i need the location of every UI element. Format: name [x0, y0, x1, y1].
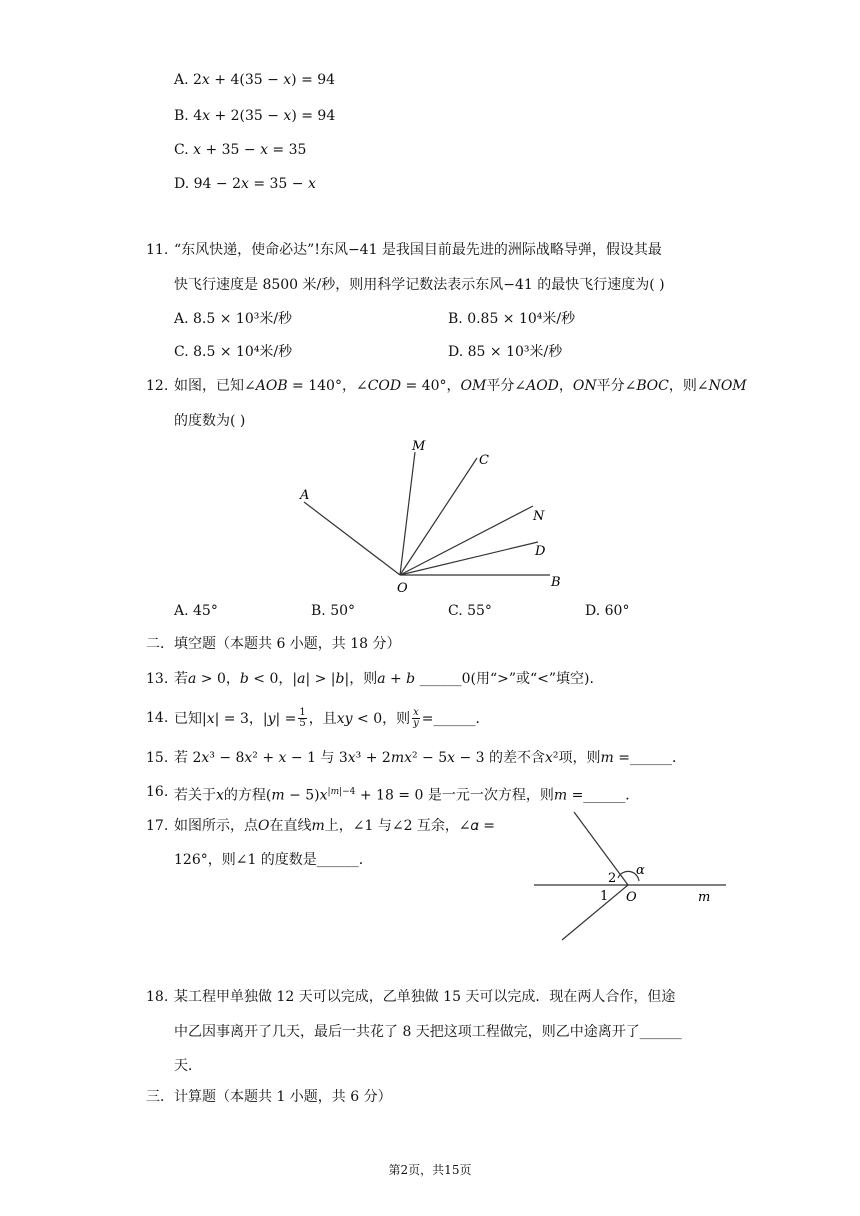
q10-option-c: C. 𝑥 + 35 − 𝑥 = 35 [174, 142, 307, 158]
label-o: O [626, 890, 637, 905]
q18-text-line2: 中乙因事离开了几天，最后一共花了 8 天把这项工程做完，则乙中途离开了______ [174, 1024, 682, 1040]
q11-option-c: C. 8.5 × 10⁴米/秒 [174, 344, 293, 360]
q12-angle-figure [290, 432, 580, 597]
section2-heading: 二．填空题（本题共 6 小题，共 18 分） [146, 636, 401, 652]
ray-on [400, 506, 533, 575]
q15-number: 15. [146, 750, 169, 766]
ray-lower-left [562, 885, 628, 940]
q11-text-line1: “东风快递，使命必达”!东风−41 是我国目前最先进的洲际战略导弹，假设其最 [174, 242, 662, 258]
q14-fraction-x-y [412, 708, 420, 729]
q12-number: 12. [146, 378, 169, 394]
label-m: m [698, 890, 711, 905]
q11-option-a: A. 8.5 × 10³米/秒 [174, 311, 293, 327]
q18-number: 18. [146, 989, 169, 1005]
q15-text: 若 2𝑥³ − 8𝑥² + 𝑥 − 1 与 3𝑥³ + 2𝑚𝑥² − 5𝑥 − 3 的差不含𝑥²项，则𝑚 =______． [174, 750, 686, 766]
q16-exponent: |𝑚|−4 [327, 787, 356, 797]
section3-heading: 三．计算题（本题共 1 小题，共 6 分） [146, 1089, 392, 1105]
q12-option-b: B. 50° [311, 603, 356, 619]
label-o: O [397, 581, 408, 596]
q10-option-d: D. 94 − 2𝑥 = 35 − 𝑥 [174, 176, 316, 192]
q16-text-pre: 若关于𝑥的方程(𝑚 − 5)𝑥 [174, 787, 328, 804]
q12-option-c: C. 55° [448, 603, 492, 619]
q10-option-a: A. 2𝑥 + 4(35 − 𝑥) = 94 [174, 72, 336, 88]
q11-option-b: B. 0.85 × 10⁴米/秒 [448, 311, 576, 327]
ray-oa [304, 502, 400, 575]
q14-frac-numerator: 1 [299, 707, 306, 718]
q12-option-d: D. 60° [585, 603, 630, 619]
q11-option-d: D. 85 × 10³米/秒 [448, 344, 563, 360]
q16-text-post: + 18 = 0 是一元一次方程，则𝑚 =______． [355, 787, 640, 804]
label-n: N [533, 509, 545, 524]
q14-number: 14. [146, 710, 169, 726]
q14-frac2-denominator: 𝑦 [413, 718, 419, 729]
q16-number: 16. [146, 784, 169, 800]
q14-text-after: =______． [421, 710, 490, 727]
q14-text-mid: ，且𝑥𝑦 < 0，则 [308, 710, 411, 727]
label-c: C [479, 453, 489, 468]
q13-text: 若𝑎 > 0，𝑏 < 0，|𝑎| > |𝑏|，则𝑎 + 𝑏 ______0(用“>”或“<”填空)． [174, 671, 604, 687]
label-m: M [412, 439, 426, 454]
q14-frac2-numerator: 𝑥 [413, 707, 419, 718]
q17-text-line1: 如图所示，点𝑂在直线𝑚上，∠1 与∠2 互余，∠𝛼 = [174, 818, 495, 834]
q14-fraction-1-5 [298, 708, 306, 729]
q18-text-line1: 某工程甲单独做 12 天可以完成，乙单独做 15 天可以完成．现在两人合作，但途 [174, 989, 676, 1005]
q17-number: 17. [146, 818, 169, 834]
label-d: D [535, 544, 546, 559]
q14-frac-denominator: 5 [299, 718, 306, 729]
label-angle-1: 1 [600, 889, 609, 904]
q17-angle-figure [530, 808, 730, 948]
ray-od [400, 542, 538, 575]
page-footer: 第2页，共15页 [388, 1163, 472, 1177]
label-b: B [551, 575, 561, 590]
q18-text-line3: 天． [174, 1058, 202, 1074]
ray-upper-left [574, 812, 628, 885]
q13-number: 13. [146, 671, 169, 687]
q10-option-b: B. 4𝑥 + 2(35 − 𝑥) = 94 [174, 108, 336, 124]
q12-text-line1: 如图，已知∠𝐴𝑂𝐵 = 140°，∠𝐶𝑂𝐷 = 40°，𝑂𝑀平分∠𝐴𝑂𝐷，𝑂𝑁平分∠𝐵𝑂𝐶，则∠𝑁𝑂𝑀 [174, 378, 747, 394]
q14-text-before: 已知|𝑥| = 3，|𝑦| = [174, 710, 297, 727]
label-a: A [300, 488, 310, 503]
q12-option-a: A. 45° [174, 603, 218, 619]
q11-number: 11. [146, 242, 169, 258]
label-alpha: α [636, 863, 645, 878]
q17-text-line2: 126°，则∠1 的度数是______． [174, 852, 373, 868]
label-angle-2: 2 [608, 871, 617, 886]
q16-text [174, 782, 639, 806]
q12-text-line2: 的度数为( ) [174, 413, 246, 429]
q11-text-line2: 快飞行速度是 8500 米/秒，则用科学记数法表示东风−41 的最快飞行速度为( ) [174, 277, 665, 293]
q14-text [174, 708, 489, 729]
